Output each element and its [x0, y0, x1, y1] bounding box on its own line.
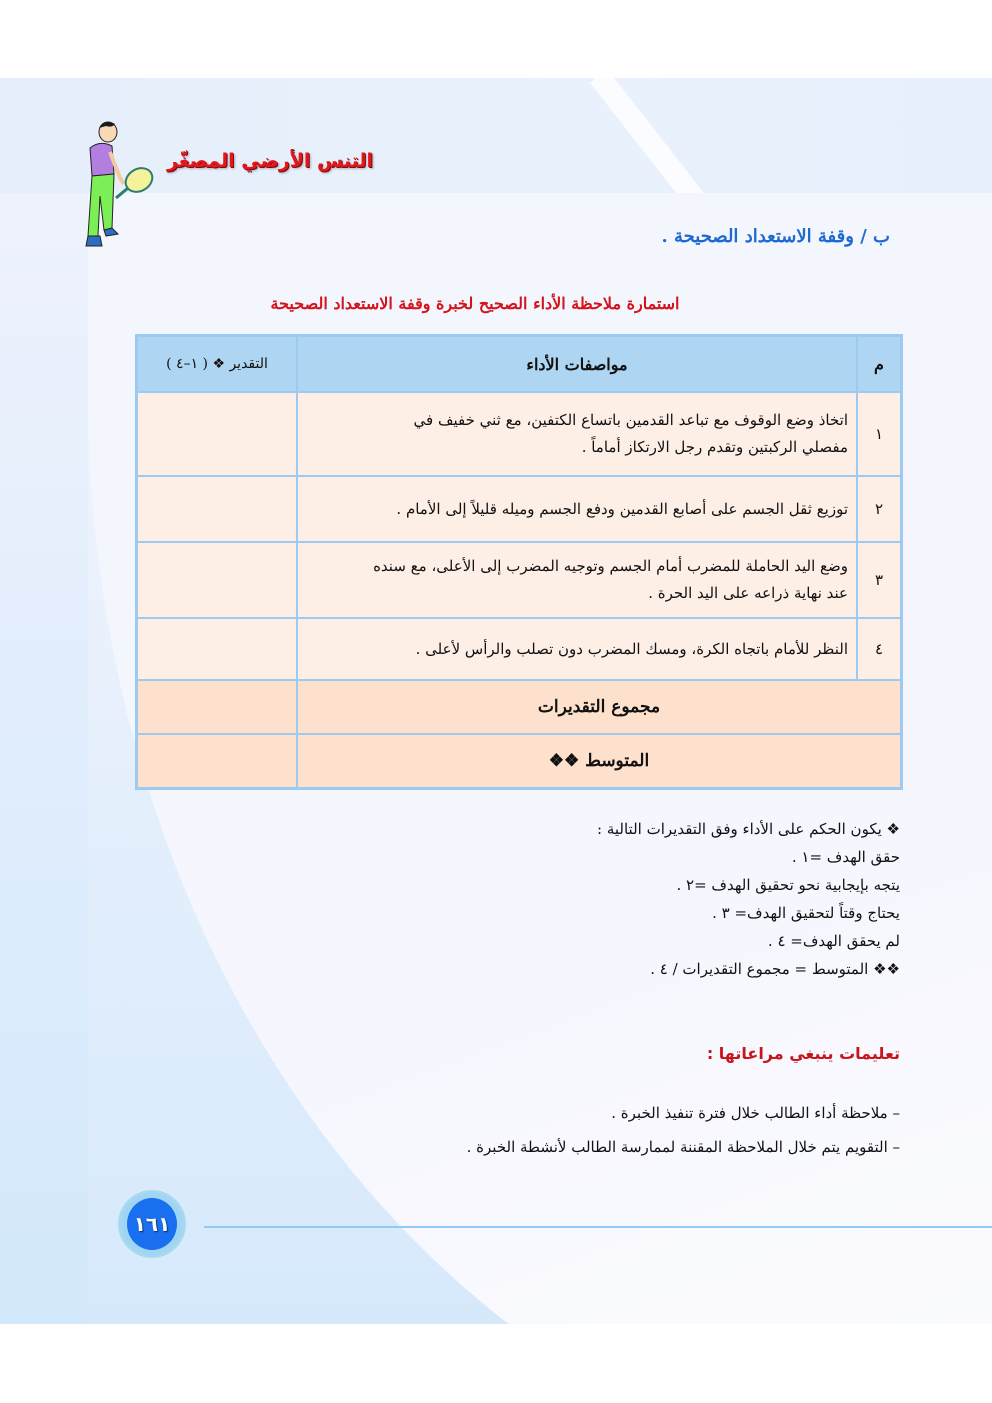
row-description [297, 618, 857, 680]
row-description-line: اتخاذ وضع الوقوف مع تباعد القدمين باتساع الكتفين، مع ثني خفيف في [413, 411, 848, 429]
row-description [297, 392, 857, 476]
chapter-title: التنس الأرضي المصغّر [166, 150, 374, 172]
row-description-line: توزيع ثقل الجسم على أصابع القدمين ودفع الجسم وميله قليلاً إلى الأمام . [396, 499, 848, 518]
page-number-badge [118, 1190, 186, 1258]
grading-notes-intro: ❖ يكون الحكم على الأداء وفق التقديرات التالية : [597, 820, 900, 838]
total-value-cell[interactable] [137, 680, 298, 734]
column-header-description: مواصفات الأداء [297, 336, 857, 393]
table-header-row [137, 336, 902, 393]
grading-scale-item: حقق الهدف =١ . [791, 848, 900, 866]
row-grade-cell[interactable] [137, 542, 298, 618]
section-heading: ب / وقفة الاستعداد الصحيحة . [661, 226, 890, 247]
left-margin-strip [0, 193, 88, 1324]
grading-notes [597, 815, 900, 983]
table-row [137, 476, 902, 542]
performance-observation-table [135, 334, 903, 790]
row-description-line: عند نهاية ذراعه على اليد الحرة . [648, 584, 848, 602]
average-row [137, 734, 902, 789]
row-grade-cell[interactable] [137, 392, 298, 476]
page-number: ١٦١ [127, 1198, 177, 1250]
row-description [297, 542, 857, 618]
row-grade-cell[interactable] [137, 476, 298, 542]
row-number: ١ [857, 392, 902, 476]
instruction-item: – ملاحظة أداء الطالب خلال فترة تنفيذ الخبرة . [611, 1104, 900, 1122]
total-label: مجموع التقديرات [297, 680, 902, 734]
instruction-item: – التقويم يتم خلال الملاحظة المقننة لممارسة الطالب لأنشطة الخبرة . [466, 1138, 900, 1156]
average-formula: ❖❖ المتوسط = مجموع التقديرات / ٤ . [650, 960, 900, 978]
average-label: المتوسط ❖❖ [297, 734, 902, 789]
row-description-line: وضع اليد الحاملة للمضرب أمام الجسم وتوجيه المضرب إلى الأعلى، مع سنده [373, 557, 848, 575]
tennis-player-illustration [60, 118, 160, 258]
column-header-number: م [857, 336, 902, 393]
row-number: ٣ [857, 542, 902, 618]
row-number: ٤ [857, 618, 902, 680]
form-title: استمارة ملاحظة الأداء الصحيح لخبرة وقفة الاستعداد الصحيحة [270, 294, 680, 313]
instructions-list [467, 1096, 900, 1164]
average-value-cell[interactable] [137, 734, 298, 789]
row-description [297, 476, 857, 542]
row-description-line: مفصلي الركبتين وتقدم رجل الارتكاز أماماً . [581, 438, 848, 456]
footer-divider [204, 1226, 992, 1228]
grading-scale-item: لم يحقق الهدف= ٤ . [767, 932, 900, 950]
table-row [137, 542, 902, 618]
instructions-heading: تعليمات ينبغي مراعاتها : [706, 1044, 900, 1063]
table-row [137, 618, 902, 680]
column-header-grade: التقدير ❖ ( ١–٤ ) [137, 336, 298, 393]
total-row [137, 680, 902, 734]
grading-scale-item: يحتاج وقتاً لتحقيق الهدف= ٣ . [712, 904, 900, 922]
row-number: ٢ [857, 476, 902, 542]
row-grade-cell[interactable] [137, 618, 298, 680]
grading-scale-item: يتجه بإيجابية نحو تحقيق الهدف =٢ . [676, 876, 900, 894]
table-row [137, 392, 902, 476]
row-description-line: النظر للأمام باتجاه الكرة، ومسك المضرب دون تصلب والرأس لأعلى . [415, 639, 848, 658]
